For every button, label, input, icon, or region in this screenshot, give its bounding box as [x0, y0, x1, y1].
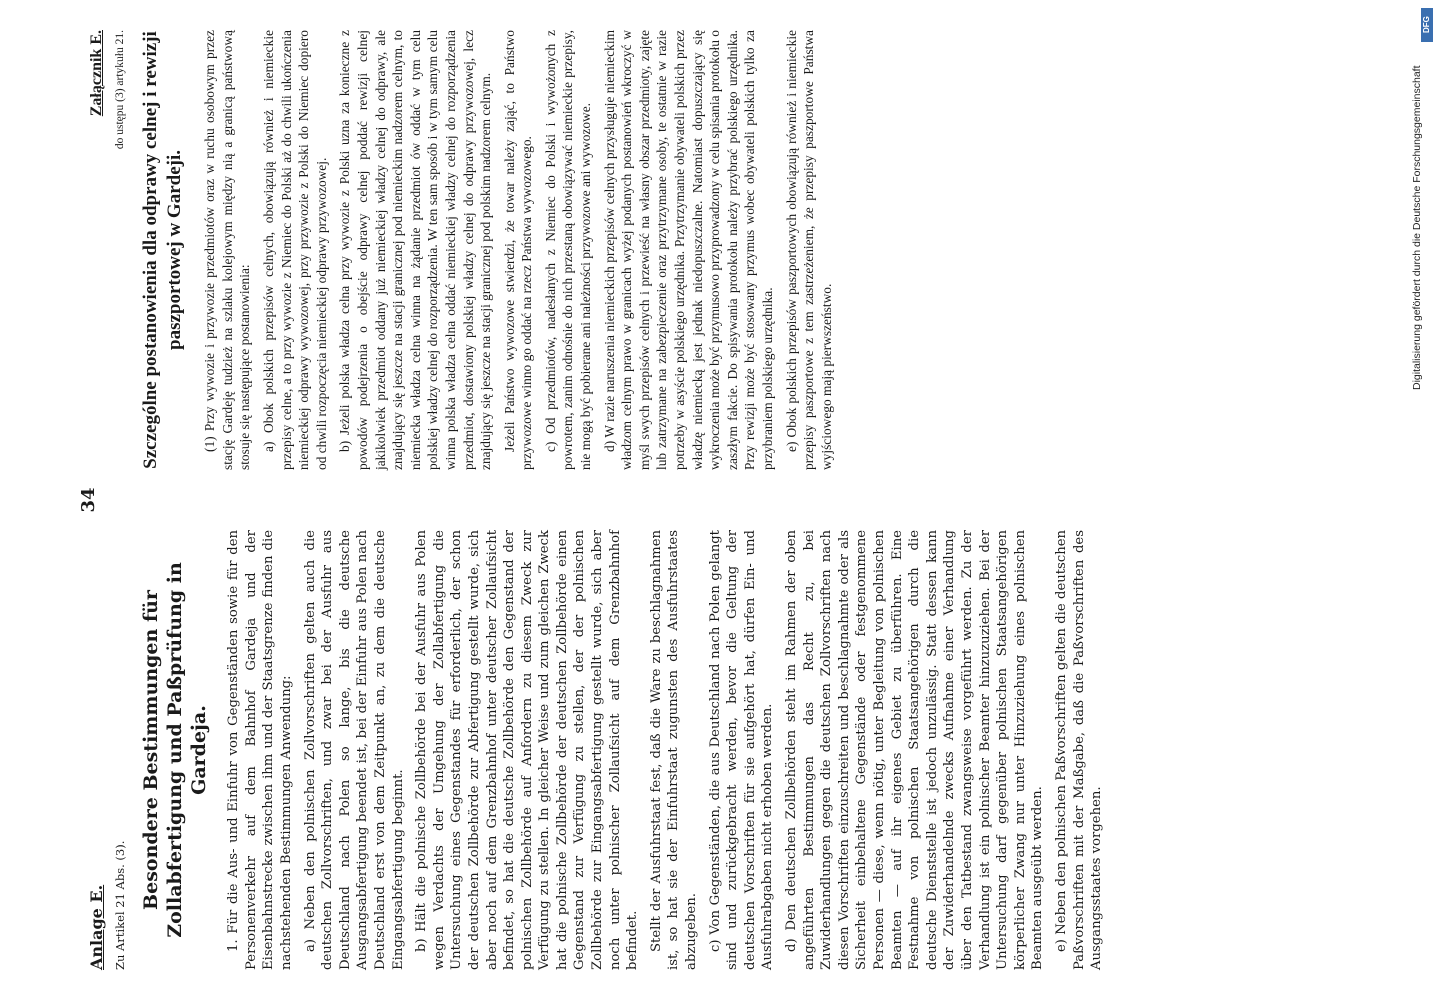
polish-paragraph: c) Od przedmiotów, nadesłanych z Niemiec do Polski i wywożonych z powrotem, zanim odnośnie do nich przestaną obowiązywać niemieckie przepisy, nie mogą być pobierane ani należności przywozowe ani wywozowe. [542, 30, 594, 470]
polish-paragraph: a) Obok polskich przepisów celnych, obowiązują również i niemieckie przepisy celne, a to przy wywozie z Niemiec do Polski aż do chwili ukończenia niemieckiej odprawy wywozowej, przy przywozie z Polski do Niemiec dopiero od chwili rozpoczęcia niemieckiej odprawy przywozowej. [260, 30, 329, 470]
german-paragraph: Stellt der Ausfuhrstaat fest, daß die Ware zu beschlagnahmen ist, so hat sie der Einfuhrstaat zugunsten des Ausfuhrstaates abzugeben. [648, 530, 700, 970]
german-paragraph: c) Von Gegenständen, die aus Deutschland nach Polen gelangt sind und zurückgebracht werden, bevor die Geltung der deutschen Vorschriften für sie aufgehört hat, dürfen Ein- und Ausfuhrabgaben nicht erhoben werden. [707, 530, 776, 970]
polish-paragraph: (1) Przy wywozie i przywozie przedmiotów oraz w ruchu osobowym przez stację Gardeję tudzież na szlaku kolejowym między nią a granicą państwową stosuje się następujące postanowienia: [202, 30, 253, 470]
german-annex-reference: Zu Artikel 21 Abs. (3). [112, 840, 127, 970]
polish-paragraph: b) Jeżeli polska władza celna przy wywozie z Polski uzna za konieczne z powodów podejrzenia o obejście odprawy celnej poddać rewizji celnej jakikolwiek przedmiot oddany już niemieckiej władzy celnej do odprawy, ale znajdujący się jeszcze na stacji granicznej pod niemieckim nadzorem celnym, to niemiecka władza celna winna na żądanie przedmiot ów oddać w tym celu polskiej władzy celnej do rozporządzenia. W ten sam sposób i w tym samym celu winna polska władza celna oddać niemieckiej władzy celnej do rozporządzenia przedmiot, dostawiony polskiej władzy celnej do odprawy przywozowej, lecz znajdujący się jeszcze na stacji granicznej pod polskim nadzorem celnym. [337, 30, 494, 470]
digitization-strip [1410, 0, 1432, 1000]
german-paragraph: b) Hält die polnische Zollbehörde bei der Ausfuhr aus Polen wegen Verdachts der Umgehung der Zollabfertigung die Untersuchung eines Gegenstandes für erforderlich, der schon der deutschen Zollbehörde zur Abfertigung gestellt wurde, sich aber noch auf dem Grenzbahnhof unter deutscher Zollaufsicht befindet, so hat die deutsche Zollbehörde den Gegenstand der polnischen Zollbehörde auf Anfordern zu diesem Zweck zur Verfügung zu stellen. In gleicher Weise und zum gleichen Zweck hat die polnische Zollbehörde der deutschen Zollbehörde einen Gegenstand zur Verfügung zu stellen, der der polnischen Zollbehörde zur Eingangsabfertigung gestellt wurde, sich aber noch unter polnischer Zollaufsicht auf dem Grenzbahnhof befindet. [414, 530, 641, 970]
polish-annex-title: Załącznik E. [88, 30, 105, 117]
german-paragraph: 1. Für die Aus- und Einfuhr von Gegenständen sowie für den Personenverkehr auf dem Bahnhof Gardeja und der Eisenbahnstrecke zwischen ihm und der Staatsgrenze finden die nachstehenden Bestimmungen Anwendung: [226, 530, 294, 970]
german-paragraph: a) Neben den polnischen Zollvorschriften gelten auch die deutschen Zollvorschriften, und zwar bei der Ausfuhr aus Deutschland nach Polen so lange, bis die deutsche Ausgangsabfertigung beendet ist, bei der Einfuhr aus Polen nach Deutschland erst von dem Zeitpunkt an, zu dem die deutsche Eingangsabfertigung beginnt. [302, 530, 406, 970]
polish-section-title: Szczególne postanowienia dla odprawy celnej i rewizji paszportowej w Gardeji. [140, 31, 186, 469]
polish-paragraph: d) W razie naruszenia niemieckich przepisów celnych przysługuje niemieckim władzom celnym prawo w granicach wyżej podanych postanowień wkroczyć w myśl swych przepisów celnych i przewieść na własny obszar przedmioty, zajęte lub zatrzymane na zabezpieczenie oraz przytrzymane osoby, te ostatnie w razie potrzeby w asyście polskiego urzędnika. Przytrzymanie obywateli polskich przez władzę niemiecką jest jednak niedopuszczalne. Natomiast dopuszczający się wykroczenia może być przymusowo przyprowadzony w celu spisania protokołu o zaszłym fakcie. Do spisywania protokołu należy przybrać polskiego urzędnika. Przy rewizji może być stosowany przymus wobec obywateli polskich tylko za przybraniem polskiego urzędnika. [601, 30, 775, 470]
german-section-title: Besondere Bestimmungen für Zollabfertigung und Paßprüfung in Gardeja. [140, 562, 211, 938]
polish-paragraph: e) Obok polskich przepisów paszportowych obowiązują również i niemieckie przepisy paszportowe z tem zastrzeżeniem, że przepisy paszportowe Państwa wyjściowego mają pierwszeństwo. [783, 30, 834, 470]
polish-annex-reference: do ustępu (3) artykułu 21. [113, 30, 126, 150]
german-paragraph: d) Den deutschen Zollbehörden steht im Rahmen der oben angeführten Bestimmungen das Recht zu, bei Zuwiderhandlungen gegen die deutschen Zollvorschriften nach diesen Vorschriften einzuschreiten und beschlagnahmte oder als Sicherheit einbehaltene Gegenstände oder festgenommene Personen — diese, wenn nötig, unter Begleitung von polnischen Beamten — auf ihr eigenes Gebiet zu überführen. Eine Festnahme von polnischen Staatsangehörigen durch die deutsche Dienststelle ist jedoch unzulässig. Statt dessen kann der Zuwiderhandelnde zwecks Aufnahme einer Verhandlung über den Tatbestand zwangsweise vorgeführt werden. Zu der Verhandlung ist ein polnischer Beamter hinzuzuziehen. Bei der Untersuchung darf gegenüber polnischen Staatsangehörigen körperlicher Zwang nur unter Hinzuziehung eines polnischen Beamten ausgeübt werden. [784, 530, 1046, 970]
dfg-logo: DFG [1421, 8, 1433, 42]
german-paragraph: e) Neben den polnischen Paßvorschriften gelten die deutschen Paßvorschriften mit der Maßgabe, daß die Paßvorschriften des Ausgangsstaates vorgehen. [1053, 530, 1105, 970]
rotated-page [0, 10, 1400, 990]
digitization-note: Digitalisierung gefördert durch die Deutsche Forschungsgemeinschaft [1411, 65, 1423, 390]
polish-paragraph: Jeżeli Państwo wywozowe stwierdzi, że towar należy zająć, to Państwo przywozowe winno go oddać na rzecz Państwa wywozowego. [501, 30, 535, 470]
page-number: 34 [78, 487, 99, 513]
german-annex-title: Anlage E. [87, 884, 106, 970]
polish-column [88, 30, 841, 470]
german-column [88, 530, 1112, 970]
